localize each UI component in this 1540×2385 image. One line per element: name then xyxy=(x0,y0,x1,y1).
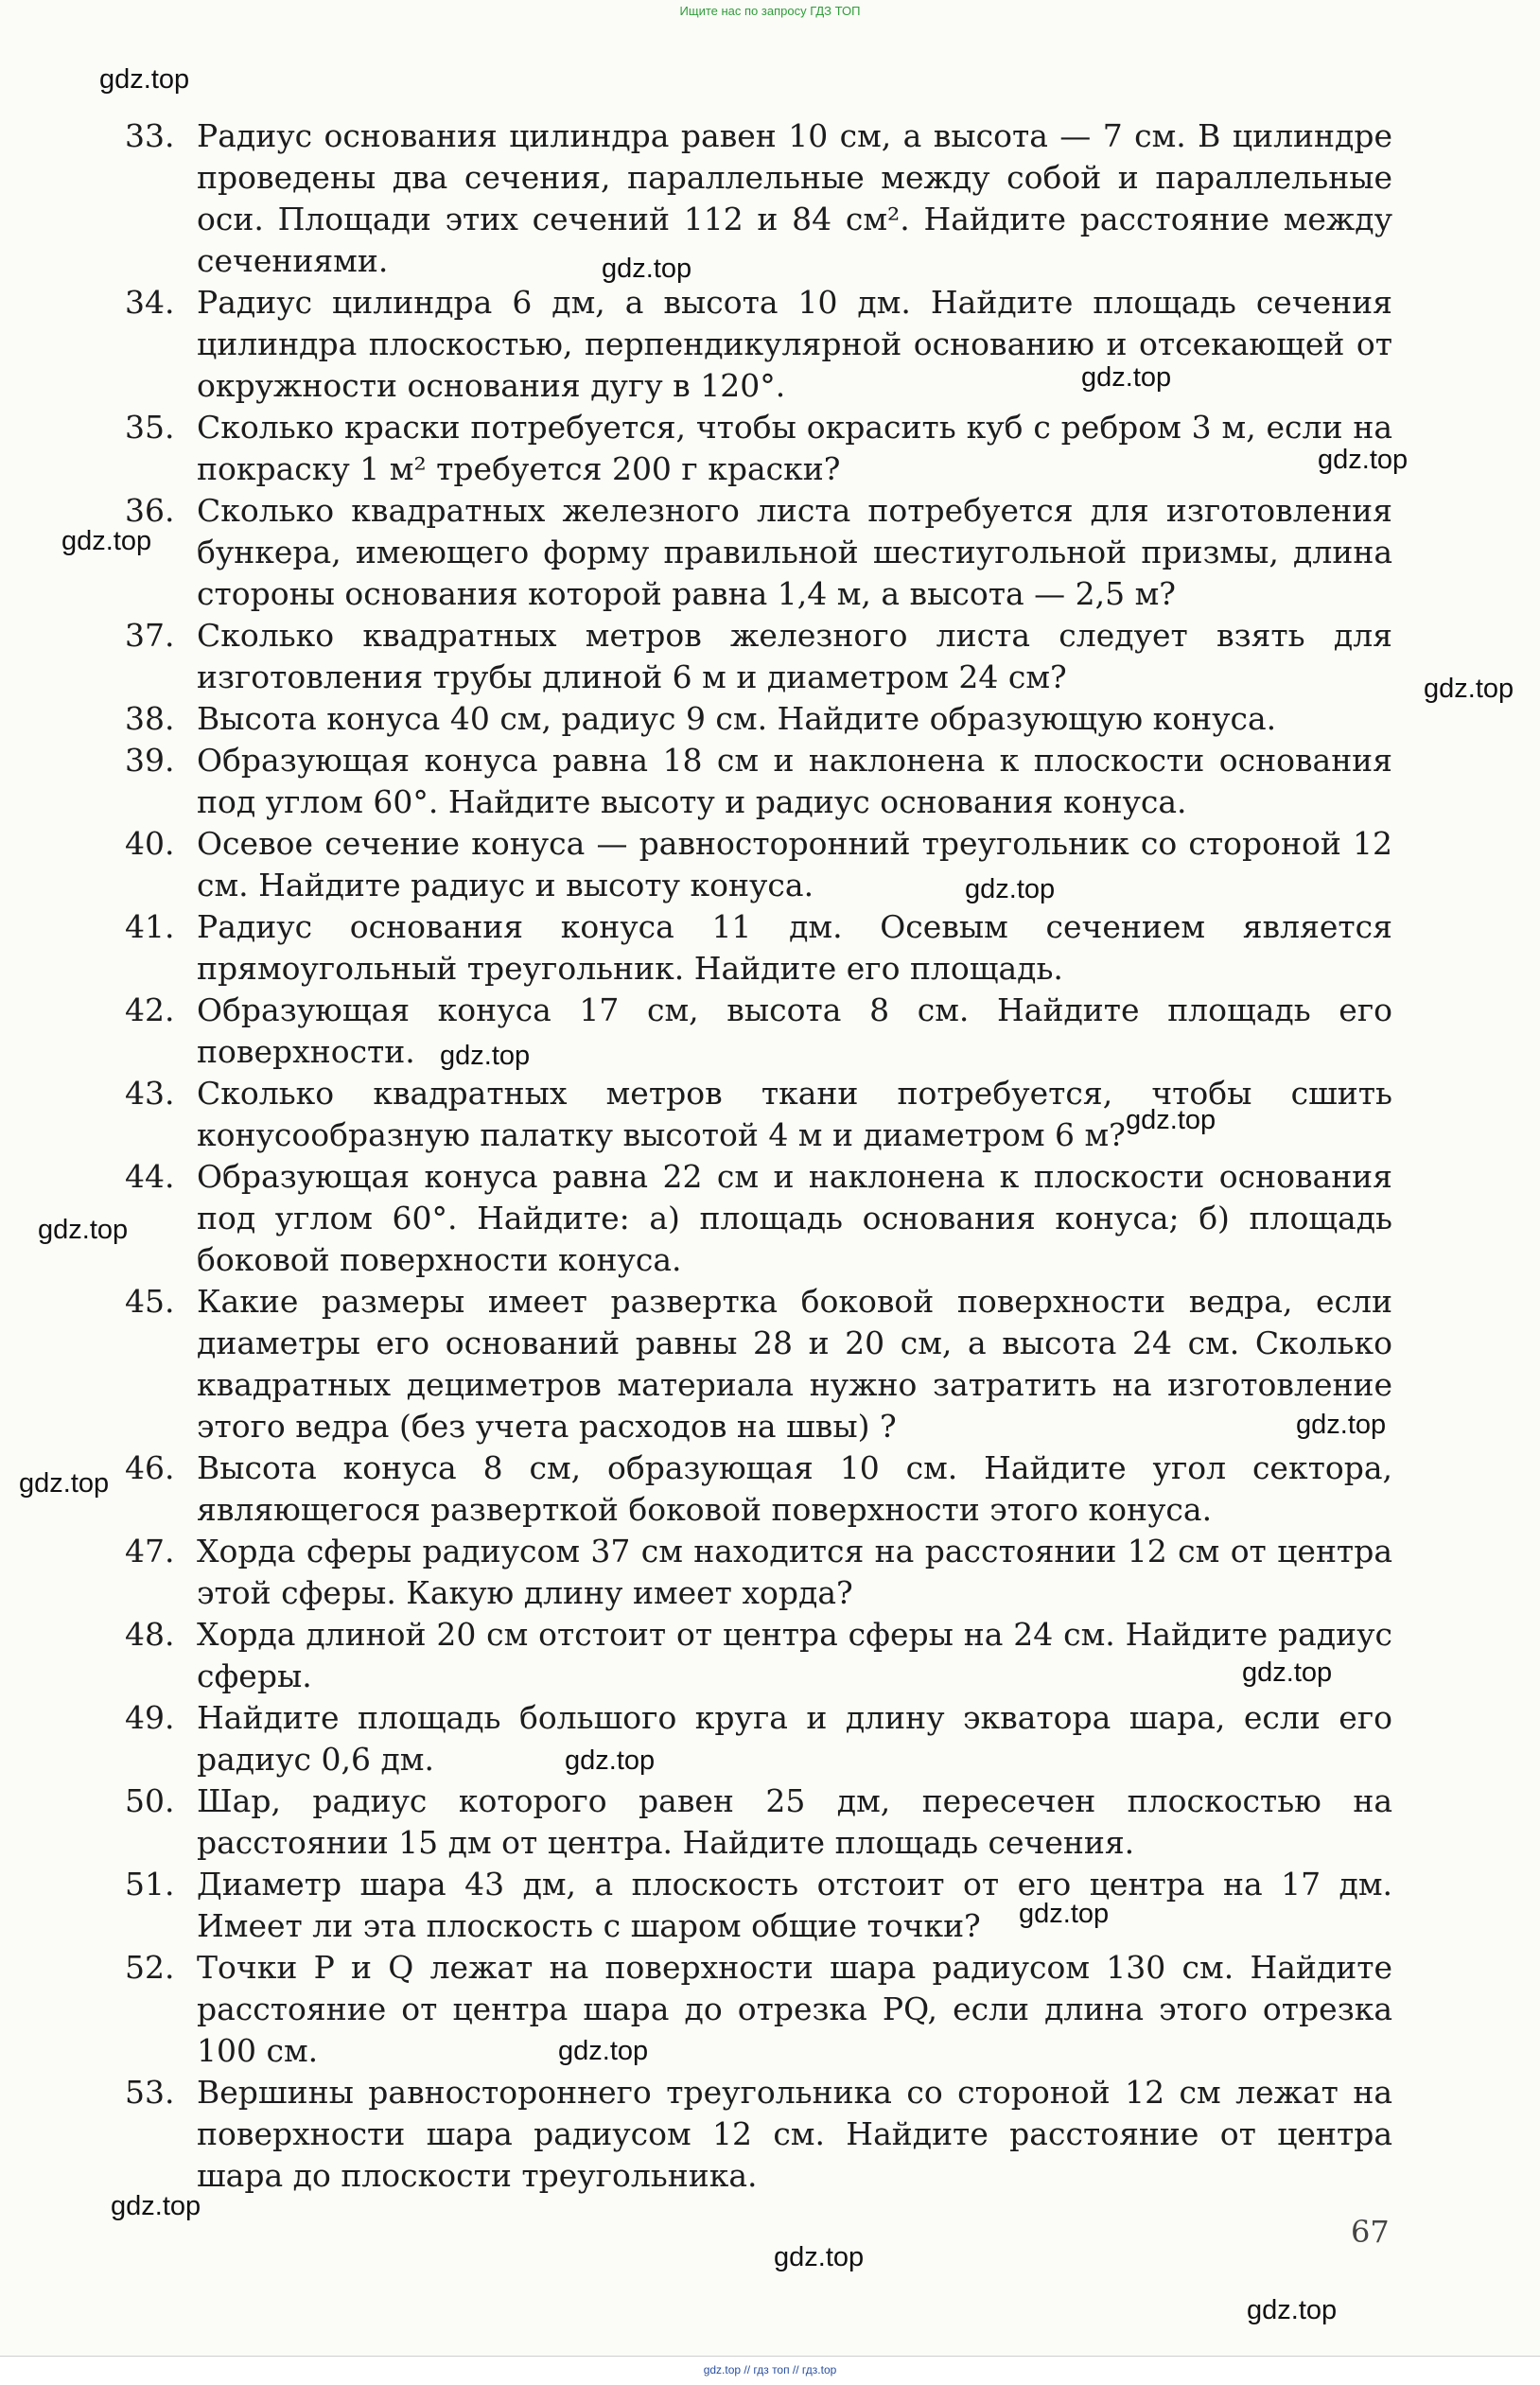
problem-number: 38. xyxy=(125,700,175,737)
problem-number: 46. xyxy=(125,1449,175,1486)
problem-text: Высота конуса 8 см, образующая 10 см. Найдите угол сектора, являющегося разверткой боковой поверхности этого конуса. xyxy=(197,1449,1392,1528)
problem-number: 48. xyxy=(125,1616,175,1653)
problem-text: Точки P и Q лежат на поверхности шара радиусом 130 см. Найдите расстояние от центра шара до отрезка PQ, если длина этого отрезка 100 см. xyxy=(197,1949,1392,2069)
problem-39 xyxy=(125,740,1392,823)
problem-text: Образующая конуса равна 22 см и наклонена к плоскости основания под углом 60°. Найдите: а) площадь основания конуса; б) площадь боковой поверхности конуса. xyxy=(197,1158,1392,1278)
problem-52 xyxy=(125,1947,1392,2072)
problem-41 xyxy=(125,906,1392,990)
problem-34 xyxy=(125,282,1392,407)
problem-33 xyxy=(125,115,1392,282)
problem-text: Осевое сечение конуса — равносторонний треугольник со стороной 12 см. Найдите радиус и высоту конуса. xyxy=(197,825,1392,903)
problem-text: Радиус основания конуса 11 дм. Осевым сечением является прямоугольный треугольник. Найдите его площадь. xyxy=(197,908,1392,987)
problem-text: Диаметр шара 43 дм, а плоскость отстоит от его центра на 17 дм. Имеет ли эта плоскость с шаром общие точки? xyxy=(197,1866,1392,1944)
problem-number: 35. xyxy=(125,409,175,446)
watermark: gdz.top xyxy=(111,2191,201,2221)
problem-text: Высота конуса 40 см, радиус 9 см. Найдите образующую конуса. xyxy=(197,700,1277,737)
problem-text: Радиус основания цилиндра равен 10 см, а высота — 7 см. В цилиндре проведены два сечения, параллельные между собой и параллельные оси. Площади этих сечений 112 и 84 см². Найдите расстояние между сечениями. xyxy=(197,117,1392,279)
problem-text: Образующая конуса равна 18 см и наклонена к плоскости основания под углом 60°. Найдите высоту и радиус основания конуса. xyxy=(197,742,1392,820)
problem-47 xyxy=(125,1531,1392,1614)
problem-text: Образующая конуса 17 см, высота 8 см. Найдите площадь его поверхности. xyxy=(197,991,1392,1070)
problem-49 xyxy=(125,1697,1392,1780)
problem-number: 40. xyxy=(125,825,175,862)
problem-48 xyxy=(125,1614,1392,1697)
problem-text: Найдите площадь большого круга и длину экватора шара, если его радиус 0,6 дм. xyxy=(197,1699,1392,1778)
problem-text: Вершины равностороннего треугольника со стороной 12 см лежат на поверхности шара радиусом 12 см. Найдите расстояние от центра шара до плоскости треугольника. xyxy=(197,2074,1392,2194)
problem-text: Какие размеры имеет развертка боковой поверхности ведра, если диаметры его оснований равны 28 и 20 см, а высота 24 см. Сколько квадратных дециметров материала нужно затратить на изготовление этого ведра (без учета расходов на швы) ? xyxy=(197,1283,1392,1445)
watermark: gdz.top xyxy=(61,526,152,556)
watermark: gdz.top xyxy=(1318,445,1409,475)
watermark: gdz.top xyxy=(565,1745,656,1776)
watermark: gdz.top xyxy=(38,1215,129,1245)
problem-text: Радиус цилиндра 6 дм, а высота 10 дм. Найдите площадь сечения цилиндра плоскостью, перпендикулярной основанию и отсекающей от окружности основания дугу в 120°. xyxy=(197,284,1392,404)
watermark: gdz.top xyxy=(440,1041,531,1071)
problem-text: Шар, радиус которого равен 25 дм, пересечен плоскостью на расстоянии 15 дм от центра. Найдите площадь сечения. xyxy=(197,1782,1392,1861)
problem-number: 33. xyxy=(125,117,175,154)
problem-text: Хорда сферы радиусом 37 см находится на расстоянии 12 см от центра этой сферы. Какую длину имеет хорда? xyxy=(197,1533,1392,1611)
problem-text: Сколько квадратных метров ткани потребуется, чтобы сшить конусообразную палатку высотой 4 м и диаметром 6 м? xyxy=(197,1075,1392,1153)
header-banner[interactable]: Ищите нас по запросу ГДЗ ТОП xyxy=(679,4,861,18)
problem-44 xyxy=(125,1156,1392,1281)
problem-38 xyxy=(125,698,1392,740)
problem-number: 41. xyxy=(125,908,175,945)
watermark: gdz.top xyxy=(602,254,692,284)
problem-number: 49. xyxy=(125,1699,175,1736)
problem-number: 47. xyxy=(125,1533,175,1570)
problem-36 xyxy=(125,490,1392,615)
problem-number: 43. xyxy=(125,1075,175,1112)
problem-number: 36. xyxy=(125,492,175,529)
watermark: gdz.top xyxy=(1247,2295,1338,2325)
problem-text: Хорда длиной 20 см отстоит от центра сферы на 24 см. Найдите радиус сферы. xyxy=(197,1616,1392,1694)
problem-51 xyxy=(125,1864,1392,1947)
problem-text: Сколько краски потребуется, чтобы окрасить куб с ребром 3 м, если на покраску 1 м² требуется 200 г краски? xyxy=(197,409,1392,487)
problem-number: 51. xyxy=(125,1866,175,1903)
footer-links[interactable]: gdz.top // гдз топ // гдз.top xyxy=(703,2363,837,2376)
watermark: gdz.top xyxy=(19,1468,110,1499)
problem-35 xyxy=(125,407,1392,490)
problem-text: Сколько квадратных железного листа потребуется для изготовления бункера, имеющего форму правильной шестиугольной призмы, длина стороны основания которой равна 1,4 м, а высота — 2,5 м? xyxy=(197,492,1392,612)
problem-number: 34. xyxy=(125,284,175,321)
problem-37 xyxy=(125,615,1392,698)
problem-number: 42. xyxy=(125,991,175,1028)
problem-number: 50. xyxy=(125,1782,175,1819)
problem-number: 39. xyxy=(125,742,175,779)
page-number: 67 xyxy=(1351,2214,1390,2250)
problem-number: 53. xyxy=(125,2074,175,2111)
problem-number: 45. xyxy=(125,1283,175,1320)
problem-40 xyxy=(125,823,1392,906)
problem-list xyxy=(125,115,1392,2197)
watermark: gdz.top xyxy=(558,2036,649,2066)
watermark: gdz.top xyxy=(1081,362,1172,393)
watermark: gdz.top xyxy=(1424,674,1514,704)
watermark: gdz.top xyxy=(774,2242,865,2272)
watermark: gdz.top xyxy=(1126,1105,1216,1135)
watermark: gdz.top xyxy=(1019,1899,1110,1929)
problem-42 xyxy=(125,990,1392,1073)
watermark: gdz.top xyxy=(965,874,1056,904)
problem-50 xyxy=(125,1780,1392,1864)
watermark: gdz.top xyxy=(1296,1410,1387,1440)
problem-45 xyxy=(125,1281,1392,1447)
problem-46 xyxy=(125,1447,1392,1531)
problem-number: 52. xyxy=(125,1949,175,1986)
watermark: gdz.top xyxy=(99,64,190,95)
problem-53 xyxy=(125,2072,1392,2197)
problem-number: 37. xyxy=(125,617,175,654)
watermark: gdz.top xyxy=(1242,1657,1333,1688)
problem-number: 44. xyxy=(125,1158,175,1195)
problem-text: Сколько квадратных метров железного листа следует взять для изготовления трубы длиной 6 м и диаметром 24 см? xyxy=(197,617,1392,695)
